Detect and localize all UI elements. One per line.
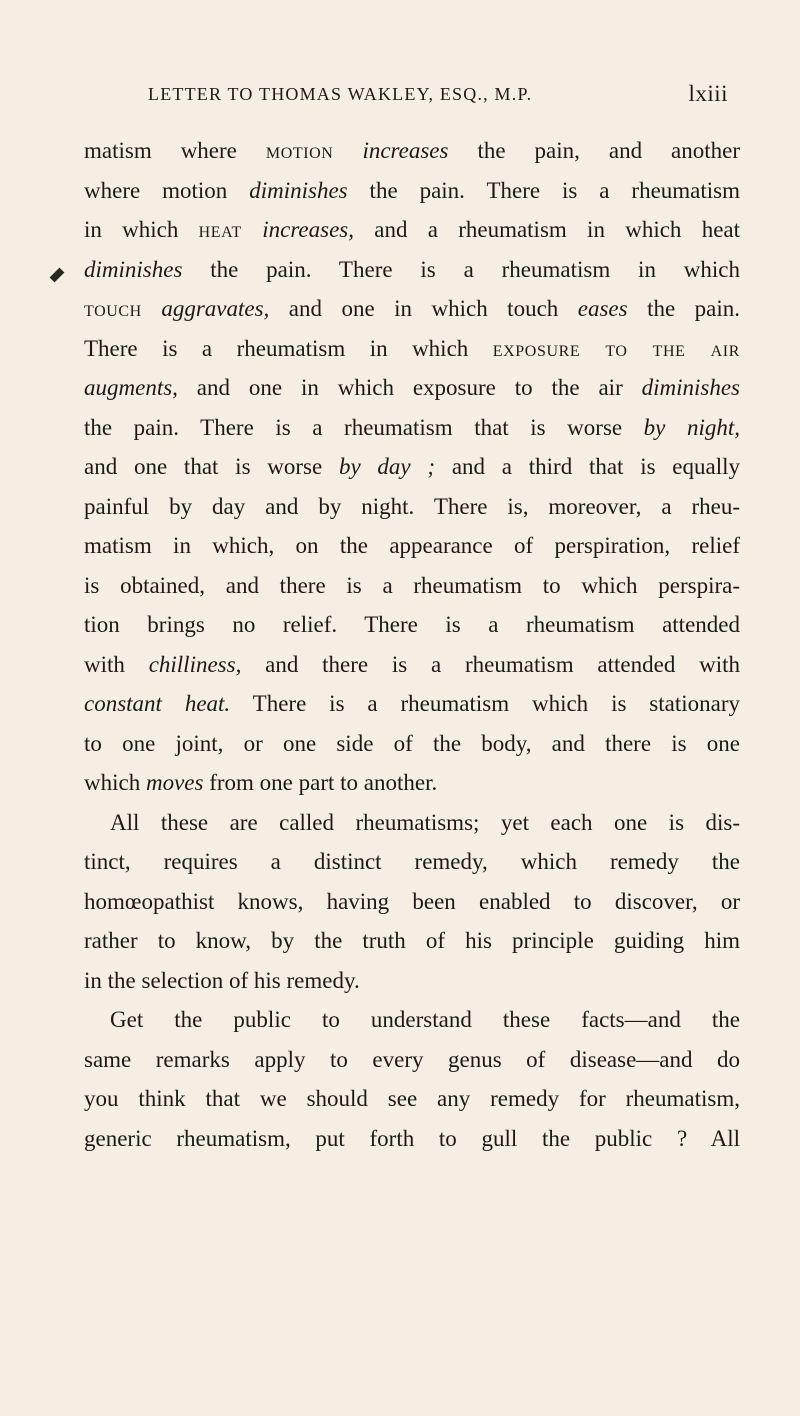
text-run: to one joint, or one side of the body, and there is one <box>84 730 740 756</box>
running-head-title: LETTER TO THOMAS WAKLEY, ESQ., M.P. <box>148 84 533 104</box>
text-line <box>84 526 740 566</box>
italic-text: diminishes <box>641 375 740 400</box>
text-run: All these are called rheumatisms; yet each one is dis- <box>110 809 740 835</box>
small-caps-text: exposure to the air <box>492 335 740 361</box>
text-line <box>84 684 740 724</box>
italic-text: increases <box>362 138 449 163</box>
small-caps-text: motion <box>265 138 334 163</box>
text-line <box>84 842 740 882</box>
small-caps-text: heat <box>198 217 242 242</box>
text-run <box>142 296 161 321</box>
text-run: tion brings no relief. There is a rheumatism attended <box>84 612 740 637</box>
text-run: and one that is worse <box>84 454 339 479</box>
text-run: homœopathist knows, having been enabled to discover, or <box>84 888 740 914</box>
text-line <box>84 131 740 171</box>
text-line <box>84 803 740 843</box>
text-run: generic rheumatism, put forth to gull the public ? All <box>84 1125 740 1151</box>
text-run: and a rheumatism in which heat <box>353 217 740 242</box>
text-run: which <box>84 770 146 795</box>
text-line <box>84 1079 740 1119</box>
text-line <box>84 210 740 250</box>
text-run: with <box>84 651 149 677</box>
text-run: There is a rheumatism which is stationary <box>230 691 741 716</box>
italic-text: aggravates, <box>161 296 270 321</box>
italic-text: chilliness, <box>148 651 242 677</box>
text-line <box>84 961 740 1001</box>
text-run: and one in which exposure to the air <box>177 375 642 400</box>
margin-mark-icon <box>50 268 65 283</box>
text-run <box>242 217 262 242</box>
text-run: the pain. <box>627 296 740 321</box>
italic-text: diminishes <box>84 256 183 282</box>
text-run: Get the public to understand these facts—and the <box>110 1007 740 1032</box>
text-line <box>84 763 740 803</box>
text-line <box>84 566 740 606</box>
text-line <box>84 1000 740 1040</box>
text-run: the pain. There is a rheumatism that is worse <box>84 414 644 440</box>
text-line <box>84 250 740 290</box>
text-line <box>84 882 740 922</box>
text-run: and a third that is equally <box>435 454 740 479</box>
text-run: you think that we should see any remedy for rheumatism, <box>84 1086 740 1111</box>
text-line <box>84 724 740 764</box>
text-line <box>84 368 740 408</box>
text-run: There is a rheumatism in which <box>84 335 493 361</box>
text-run: rather to know, by the truth of his principle guiding him <box>84 928 740 953</box>
text-run: where motion <box>84 177 250 203</box>
text-run: matism where <box>84 138 266 163</box>
text-run: and there is a rheumatism attended with <box>241 651 740 677</box>
running-head <box>148 81 728 114</box>
text-line <box>84 605 740 645</box>
italic-text: increases, <box>262 217 354 242</box>
text-run: tinct, requires a distinct remedy, which remedy the <box>84 849 740 874</box>
italic-text: by day ; <box>338 454 436 479</box>
text-line <box>84 408 740 448</box>
italic-text: moves <box>145 770 204 795</box>
italic-text: constant heat. <box>84 691 231 716</box>
text-run: painful by day and by night. There is, moreover, a rheu- <box>84 493 740 519</box>
text-line <box>84 171 740 211</box>
text-run: same remarks apply to every genus of disease—and do <box>84 1046 740 1072</box>
text-line <box>84 487 740 527</box>
text-run: the pain. There is a rheumatism in which <box>182 256 740 282</box>
text-run: and one in which touch <box>269 296 578 321</box>
text-line <box>84 329 740 369</box>
text-line <box>84 1119 740 1159</box>
text-run: in the selection of his remedy. <box>84 967 360 993</box>
text-run: from one part to another. <box>203 770 438 795</box>
text-run: in which <box>84 217 199 242</box>
text-run: is obtained, and there is a rheumatism to which perspira- <box>84 572 740 598</box>
page-number: lxiii <box>688 81 728 106</box>
text-line <box>84 921 740 961</box>
text-run: the pain, and another <box>448 138 741 163</box>
small-caps-text: touch <box>84 296 142 321</box>
text-line <box>84 447 740 487</box>
text-run <box>333 138 362 163</box>
body-text <box>84 131 740 1158</box>
italic-text: augments, <box>84 375 178 400</box>
text-run: matism in which, on the appearance of perspiration, relief <box>84 533 740 558</box>
italic-text: by night, <box>643 414 740 440</box>
italic-text: diminishes <box>249 177 348 203</box>
text-run: the pain. There is a rheumatism <box>347 177 741 203</box>
text-line <box>84 289 740 329</box>
text-line <box>84 645 740 685</box>
text-line <box>84 1040 740 1080</box>
italic-text: eases <box>577 296 628 321</box>
